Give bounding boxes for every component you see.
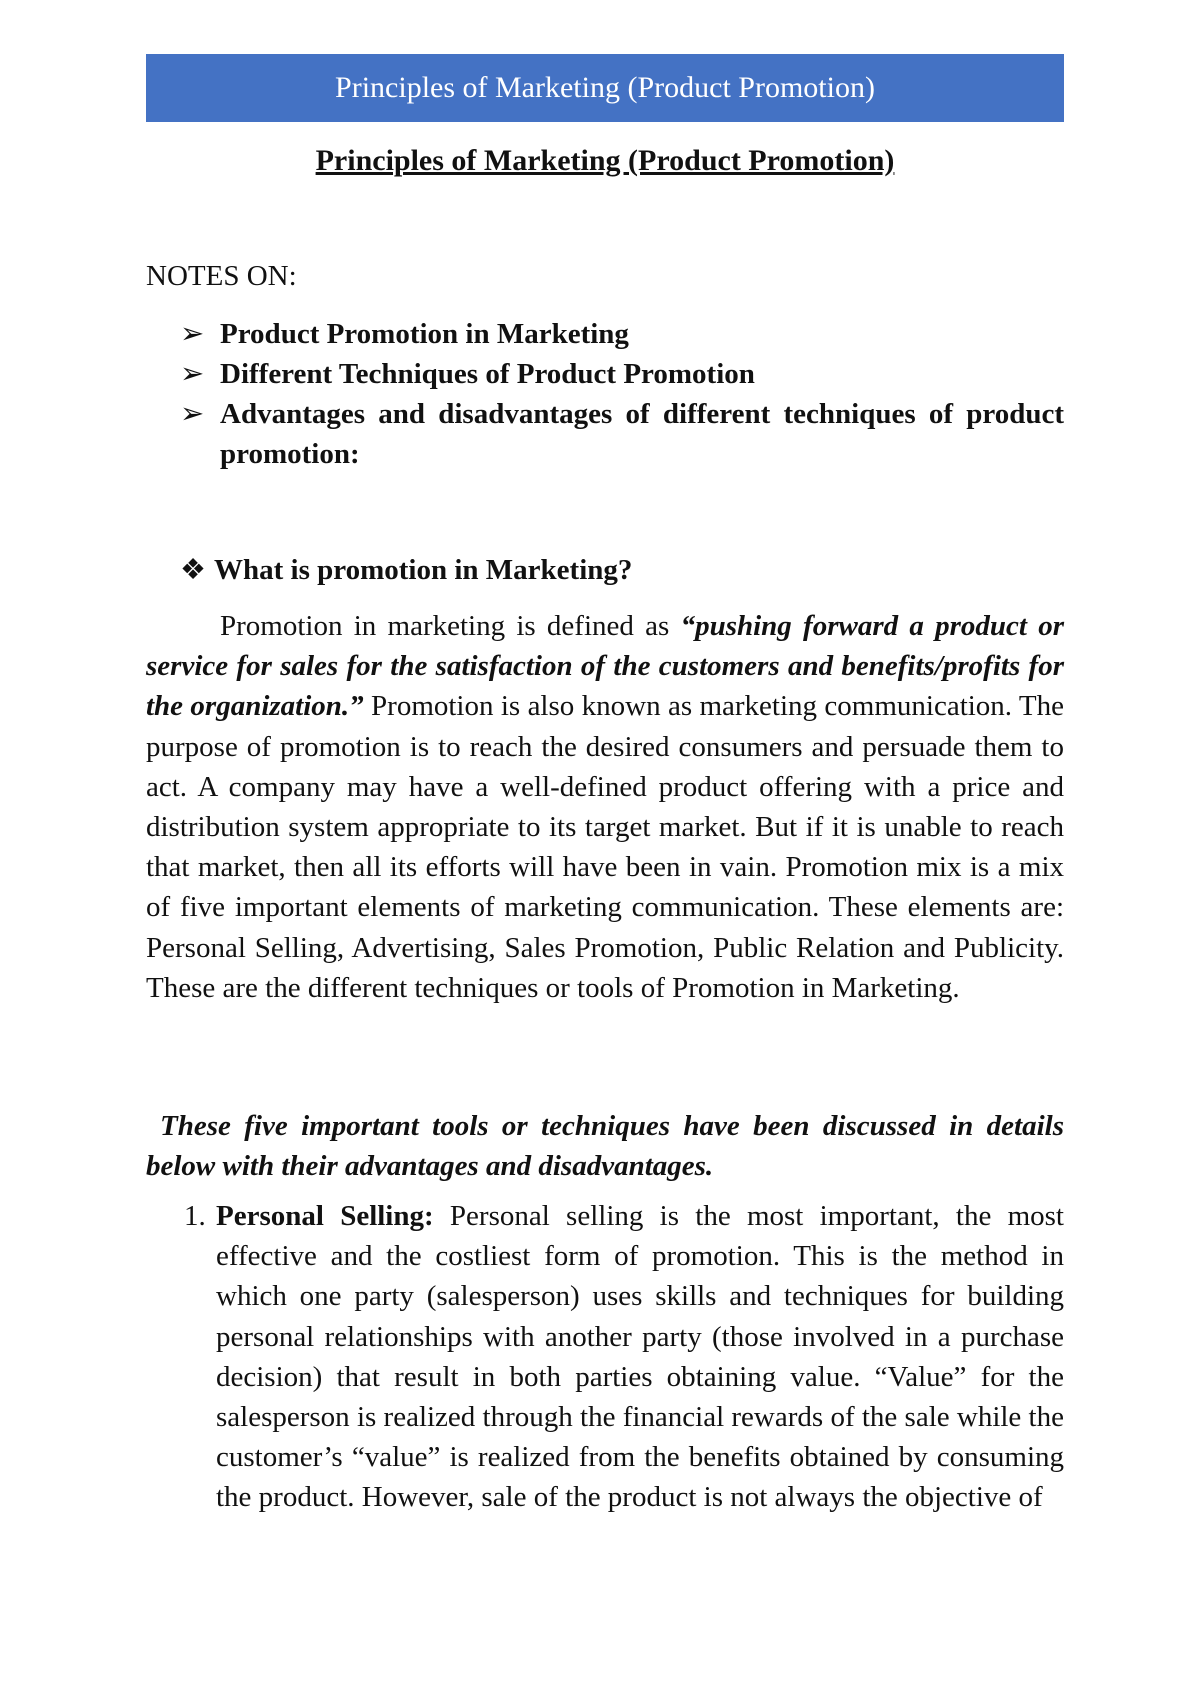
para-rest: Promotion is also known as marketing communication. The purpose of promotion is to reach the desired consumers and persuade them to act. A company may have a well-defined product offering with a price and distribution system appropriate to its target market. But if it is unable to reach that market, then all its efforts will have been in vain. Promotion mix is a mix of five important elements of marketing communication. These elements are: Personal Selling, Advertising, Sales Promotion, Public Relation and Publicity. These are the different techniques or tools of Promotion in Marketing. xyxy=(146,690,1064,1004)
document-title: Principles of Marketing (Product Promotion) xyxy=(315,144,895,177)
item-number: 1. xyxy=(184,1200,206,1232)
numbered-item xyxy=(184,1196,1064,1518)
list-item xyxy=(180,394,1064,474)
diamond-bullet-icon: ❖ xyxy=(180,554,206,586)
banner-title: Principles of Marketing (Product Promotion) xyxy=(335,71,875,104)
note-text: Advantages and disadvantages of different techniques of product promotion: xyxy=(220,398,1064,470)
definition-paragraph xyxy=(146,606,1064,1008)
arrow-bullet-icon: ➢ xyxy=(180,358,205,390)
arrow-bullet-icon: ➢ xyxy=(180,318,205,350)
arrow-bullet-icon: ➢ xyxy=(180,398,205,430)
section-heading xyxy=(180,552,632,587)
para-quote: “pushing forward a product or service for sales for the satisfaction of the customers and benefits/profits for the organization.” xyxy=(146,610,1064,723)
list-item xyxy=(180,314,1064,354)
notes-label: NOTES ON: xyxy=(146,260,297,292)
header-banner xyxy=(146,54,1064,122)
tools-intro: These five important tools or techniques have been discussed in details below with their advantages and disadvantages. xyxy=(146,1110,1064,1182)
item-label: Personal Selling: xyxy=(216,1200,434,1232)
para-lead: Promotion in marketing is defined as xyxy=(220,610,681,642)
notes-list xyxy=(180,314,1064,474)
note-text: Product Promotion in Marketing xyxy=(220,318,629,350)
item-text: Personal selling is the most important, the most effective and the costliest form of promotion. This is the method in which one party (salesperson) uses skills and techniques for building personal relationships with another party (those involved in a purchase decision) that result in both parties obtaining value. “Value” for the salesperson is realized through the financial rewards of the sale while the customer’s “value” is realized from the benefits obtained by consuming the product. However, sale of the product is not always the objective of xyxy=(216,1200,1064,1514)
note-text: Different Techniques of Product Promotion xyxy=(220,358,755,390)
list-item xyxy=(180,354,1064,394)
section-heading-text: What is promotion in Marketing? xyxy=(214,554,633,586)
